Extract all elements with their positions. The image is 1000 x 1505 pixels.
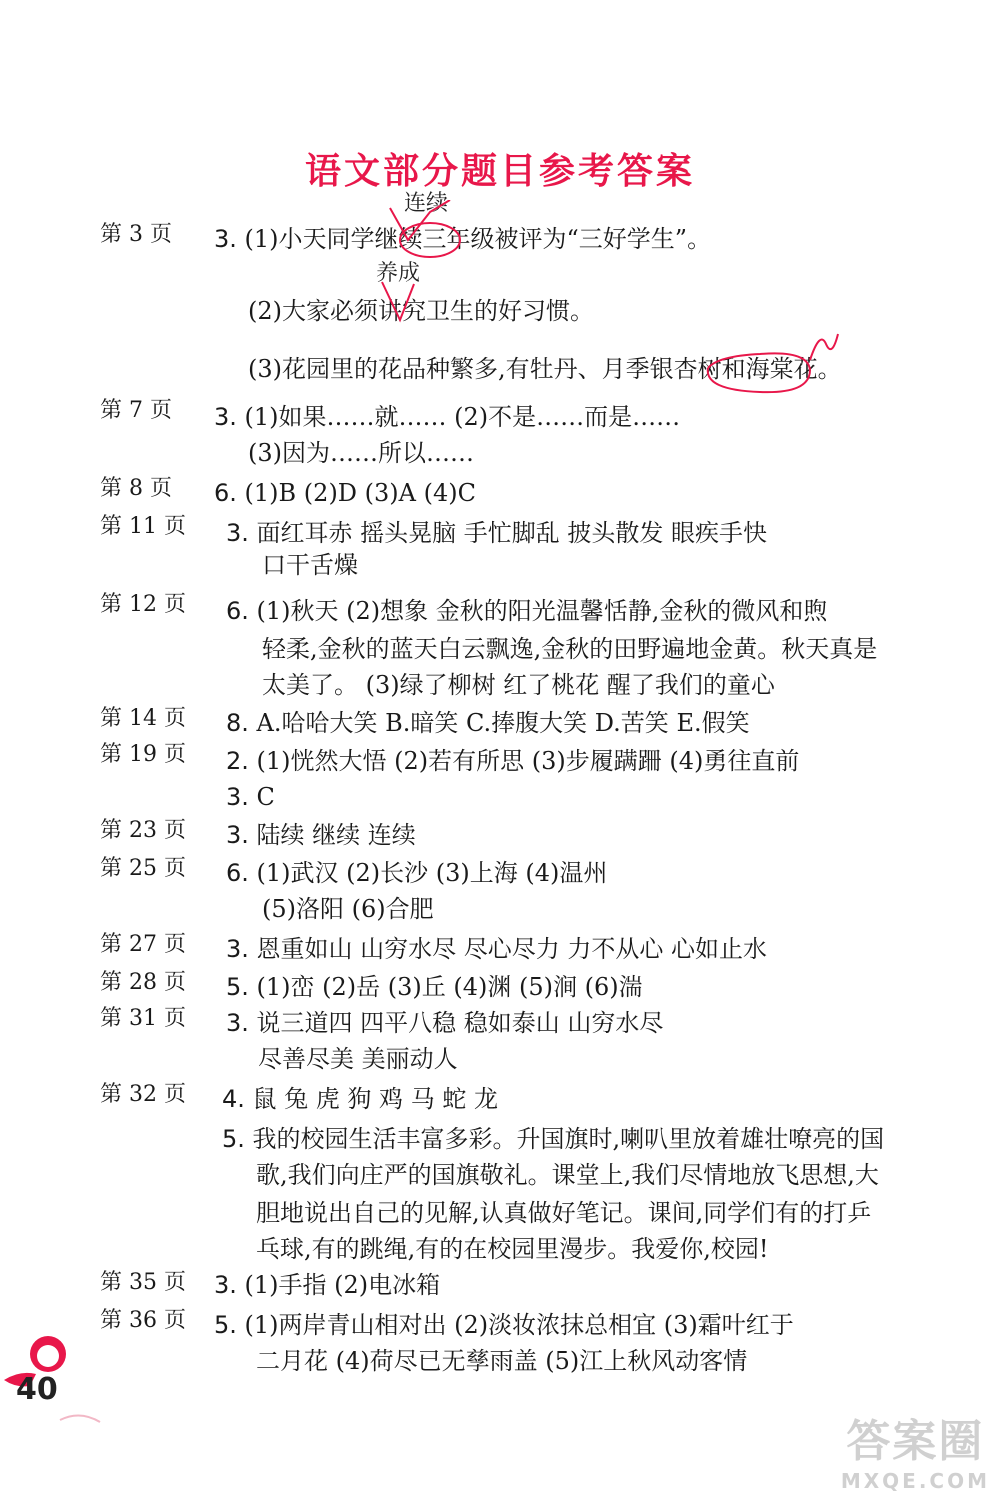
page-ref-label: 第 36 页: [100, 1308, 186, 1333]
answer-text: (1)如果……就…… (2)不是……而是……: [244, 403, 681, 431]
page-ref-label: 第 31 页: [100, 1006, 186, 1031]
answer-line: [226, 858, 607, 888]
answer-text: 和海棠花。: [721, 355, 842, 383]
answer-text: (1)B (2)D (3)A (4)C: [244, 479, 476, 507]
answer-line: [226, 972, 643, 1002]
answer-line: [226, 820, 416, 850]
answer-line: (3)因为……所以……: [248, 439, 474, 467]
page-ref-label: 第 11 页: [100, 514, 186, 539]
answer-text: C: [256, 783, 275, 811]
answer-line: [222, 1124, 884, 1154]
answer-line: [226, 1008, 663, 1038]
answer-text: 鼠 兔 虎 狗 鸡 马 蛇 龙: [252, 1085, 498, 1113]
answer-text: (1)手指 (2)电冰箱: [244, 1271, 441, 1299]
question-number: 3.: [214, 403, 237, 431]
page-ref-label: 第 8 页: [100, 476, 172, 501]
question-number: 5.: [214, 1311, 237, 1339]
answer-text: 陆续 继续 连续: [256, 821, 416, 849]
answer-line: 口干舌燥: [262, 551, 358, 579]
answer-line: [214, 1310, 794, 1340]
answer-line: [226, 708, 750, 738]
question-number: 3.: [226, 519, 249, 547]
answer-line: [226, 934, 767, 964]
page-ref-label: 第 28 页: [100, 970, 186, 995]
answer-text: 面红耳赤 摇头晃脑 手忙脚乱 披头散发 眼疾手快: [256, 519, 768, 547]
question-number: 5.: [226, 973, 249, 1001]
answer-text: A.哈哈大笑 B.暗笑 C.捧腹大笑 D.苦笑 E.假笑: [256, 709, 750, 737]
watermark-logo: 答案圈: [846, 1416, 985, 1467]
answer-text: (3)花园里的花品种繁多,有牡丹、月季: [248, 355, 650, 383]
page-ref-label: 第 27 页: [100, 932, 186, 957]
answer-line: 歌,我们向庄严的国旗敬礼。课堂上,我们尽情地放飞思想,大: [256, 1161, 879, 1189]
question-number: 3.: [226, 783, 249, 811]
answer-text: 恩重如山 山穷水尽 尽心尽力 力不从心 心如止水: [256, 935, 768, 963]
page-ref-label: 第 3 页: [100, 222, 172, 247]
handwritten-correction: 连续: [404, 191, 449, 216]
question-number: 3.: [226, 935, 249, 963]
page-ref-label: 第 25 页: [100, 856, 186, 881]
watermark: [841, 1405, 990, 1493]
answer-line: [222, 1084, 498, 1114]
answer-line: [226, 518, 767, 548]
question-number: 6.: [214, 479, 237, 507]
answer-line: (2)大家必须讲究卫生的好习惯。: [248, 297, 594, 325]
answer-line: 尽善尽美 美丽动人: [258, 1045, 458, 1073]
answer-text: (1)恍然大悟 (2)若有所思 (3)步履蹒跚 (4)勇往直前: [256, 747, 800, 775]
page-number: 40: [16, 1372, 58, 1407]
question-number: 2.: [226, 747, 249, 775]
circle-mark-icon: [700, 320, 850, 400]
answer-text: (1)小天同学继续三年级被评为“三好学生”。: [244, 225, 712, 253]
answer-line: [214, 402, 680, 432]
page-title: 语文部分题目参考答案: [304, 151, 695, 192]
question-number: 3.: [226, 1009, 249, 1037]
answer-line: [226, 746, 799, 776]
answer-text: 说三道四 四平八稳 稳如泰山 山穷水尽: [256, 1009, 664, 1037]
question-number: 6.: [226, 859, 249, 887]
page-ref-label: 第 7 页: [100, 398, 172, 423]
answer-line: 二月花 (4)荷尽已无孳雨盖 (5)江上秋风动客情: [256, 1347, 748, 1375]
answer-text: (1)秋天 (2)想象 金秋的阳光温馨恬静,金秋的微风和煦: [256, 597, 828, 625]
question-number: 3.: [214, 1271, 237, 1299]
page-ref-label: 第 12 页: [100, 592, 186, 617]
insert-mark-icon: [378, 280, 418, 330]
question-number: 3.: [226, 821, 249, 849]
correction-mark-icon: [380, 200, 470, 260]
question-number: 5.: [222, 1125, 245, 1153]
circled-text: 银杏树: [649, 355, 722, 383]
answer-text: 我的校园生活丰富多彩。升国旗时,喇叭里放着雄壮嘹亮的国: [252, 1125, 885, 1153]
watermark-url: MXQE.COM: [840, 1469, 990, 1493]
answer-line: 乓球,有的跳绳,有的在校园里漫步。我爱你,校园!: [256, 1235, 769, 1263]
answer-line: [214, 478, 476, 508]
answer-text: (1)武汉 (2)长沙 (3)上海 (4)温州: [256, 859, 608, 887]
answer-line: 太美了。 (3)绿了柳树 红了桃花 醒了我们的童心: [262, 671, 775, 699]
page-ref-label: 第 23 页: [100, 818, 186, 843]
answer-text: (1)两岸青山相对出 (2)淡妆浓抹总相宜 (3)霜叶红于: [244, 1311, 794, 1339]
page-ref-label: 第 14 页: [100, 706, 186, 731]
page-ref-label: 第 19 页: [100, 742, 186, 767]
answer-line: [226, 596, 827, 626]
question-number: 4.: [222, 1085, 245, 1113]
answer-line: [226, 782, 275, 812]
page-ref-label: 第 32 页: [100, 1082, 186, 1107]
answer-line: 胆地说出自己的见解,认真做好笔记。课间,同学们有的打乒: [256, 1199, 872, 1227]
answer-line: (5)洛阳 (6)合肥: [262, 895, 434, 923]
question-number: 3.: [214, 225, 237, 253]
answer-line: [214, 1270, 440, 1300]
answer-text: (1)峦 (2)岳 (3)丘 (4)渊 (5)涧 (6)湍: [256, 973, 643, 1001]
answer-line: 轻柔,金秋的蓝天白云飘逸,金秋的田野遍地金黄。秋天真是: [262, 635, 878, 663]
question-number: 8.: [226, 709, 249, 737]
handwritten-correction: 养成: [376, 261, 421, 286]
page-ref-label: 第 35 页: [100, 1270, 186, 1295]
question-number: 6.: [226, 597, 249, 625]
